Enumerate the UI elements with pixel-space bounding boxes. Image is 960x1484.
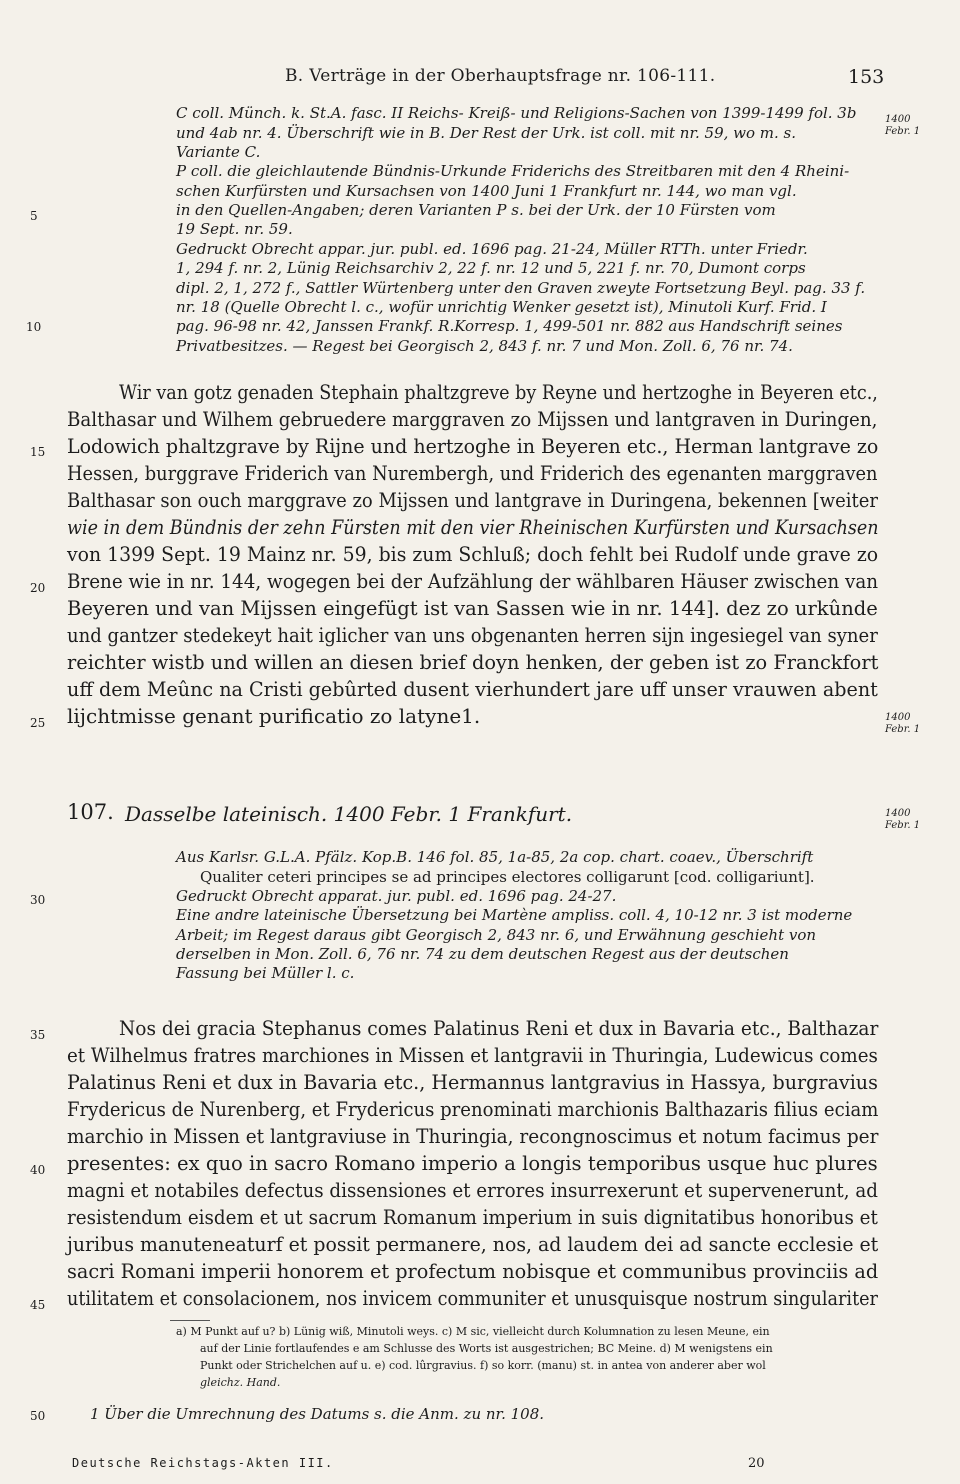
apparatus-line: Variante C. xyxy=(176,143,261,161)
margin-date xyxy=(885,712,920,736)
text-line: Wir van gotz genaden Stephain phaltzgreve by Reyne und hertzoghe in Beyeren etc., xyxy=(119,380,878,404)
apparatus-line: und 4ab nr. 4. Überschrift wie in B. Der Rest der Urk. ist coll. mit nr. 59, wo m. s. xyxy=(176,124,797,142)
apparatus-line: pag. 96-98 nr. 42, Janssen Frankf. R.Korresp. 1, 499-501 nr. 882 aus Handschrift seines xyxy=(176,317,843,335)
margin-date-month: Febr. 1 xyxy=(885,126,921,137)
page-number: 153 xyxy=(848,66,885,88)
margin-date-year: 1400 xyxy=(885,712,911,723)
footnote-line: gleichz. Hand. xyxy=(200,1376,281,1389)
line-number: 5 xyxy=(30,209,38,223)
text-line: resistendum eisdem et ut sacrum Romanum imperium in suis dignitatibus honoribus et xyxy=(67,1205,878,1229)
footnote-numbered: 1 Über die Umrechnung des Datums s. die Anm. zu nr. 108. xyxy=(90,1405,545,1423)
apparatus-line: P coll. die gleichlautende Bündnis-Urkunde Friderichs des Streitbaren mit den 4 Rheini- xyxy=(176,162,850,180)
apparatus-line: dipl. 2, 1, 272 f., Sattler Würtenberg unter den Graven zweyte Fortsetzung Beyl. pag. 33 f. xyxy=(176,279,866,297)
text-line: Balthasar und Wilhem gebruedere marggraven zo Mijssen und lantgraven in Duringen, xyxy=(67,407,878,431)
apparatus-line: Privatbesitzes. — Regest bei Georgisch 2, 843 f. nr. 7 und Mon. Zoll. 6, 76 nr. 74. xyxy=(176,337,793,355)
apparatus-line: Aus Karlsr. G.L.A. Pfälz. Kop.B. 146 fol. 85, 1a-85, 2a cop. chart. coaev., Überschrift xyxy=(176,848,814,866)
text-line: magni et notabiles defectus dissensiones et errores insurrexerunt et supervenerunt, ad xyxy=(67,1178,878,1202)
apparatus-line: derselben in Mon. Zoll. 6, 76 nr. 74 zu dem deutschen Regest aus der deutschen xyxy=(176,945,789,963)
footnote-line: a) M Punkt auf u? b) Lünig wiß, Minutoli weys. c) M sic, vielleicht durch Kolumnation zu lesen Meune, ein xyxy=(176,1325,770,1338)
apparatus-line: Arbeit; im Regest daraus gibt Georgisch 2, 843 nr. 6, und Erwähnung geschieht von xyxy=(176,926,817,944)
text-line: Palatinus Reni et dux in Bavaria etc., Hermannus lantgravius in Hassya, burgravius xyxy=(67,1070,878,1094)
apparatus-line: in den Quellen-Angaben; deren Varianten P s. bei der Urk. der 10 Fürsten vom xyxy=(176,201,776,219)
margin-date xyxy=(885,808,920,832)
margin-date-month: Febr. 1 xyxy=(885,820,921,831)
line-number: 30 xyxy=(30,893,46,907)
sheet-signature: 20 xyxy=(748,1456,765,1471)
series-footer: Deutsche Reichstags-Akten III. xyxy=(72,1456,334,1470)
apparatus-line: 1, 294 f. nr. 2, Lünig Reichsarchiv 2, 22 f. nr. 12 und 5, 221 f. nr. 70, Dumont corps xyxy=(176,259,806,277)
apparatus-line: C coll. Münch. k. St.A. fasc. II Reichs- Kreiß- und Religions-Sachen von 1399-1499 fol. 3b xyxy=(176,104,857,122)
line-number: 40 xyxy=(30,1163,46,1177)
text-line: et Wilhelmus fratres marchiones in Missen et lantgravii in Thuringia, Ludewicus comes xyxy=(67,1043,878,1067)
text-line: Nos dei gracia Stephanus comes Palatinus Reni et dux in Bavaria etc., Balthazar xyxy=(119,1016,879,1040)
footnote-rule xyxy=(170,1320,210,1321)
text-line: sacri Romani imperii honorem et profectum nobisque et communibus provinciis ad xyxy=(67,1259,879,1283)
text-line: uff dem Meûnc na Cristi gebûrted dusent vierhundert jare uff unser vrauwen abent xyxy=(67,677,878,701)
line-number: 10 xyxy=(26,320,42,334)
text-line: lijchtmisse genant purificatio zo latyne1. xyxy=(67,704,481,728)
apparatus-line: Gedruckt Obrecht apparat. jur. publ. ed. 1696 pag. 24-27. xyxy=(176,887,617,905)
apparatus-line: Gedruckt Obrecht appar. jur. publ. ed. 1696 pag. 21-24, Müller RTTh. unter Friedr. xyxy=(176,240,808,258)
line-number: 20 xyxy=(30,581,46,595)
margin-date-year: 1400 xyxy=(885,114,911,125)
text-line: reichter wistb und willen an diesen brief doyn henken, der geben ist zo Franckfort xyxy=(67,650,879,674)
line-number: 35 xyxy=(30,1028,46,1042)
text-line: Lodowich phaltzgrave by Rijne und hertzoghe in Beyeren etc., Herman lantgrave zo xyxy=(67,434,879,458)
line-number: 45 xyxy=(30,1298,46,1312)
text-line: und gantzer stedekeyt hait iglicher van uns obgenanten herren sijn ingesiegel van syner xyxy=(67,623,878,647)
text-line: Beyeren und van Mijssen eingefügt ist van Sassen wie in nr. 144]. dez zo urkûnde xyxy=(67,596,878,620)
text-line: Frydericus de Nurenberg, et Frydericus prenominati marchionis Balthazaris filius eciam xyxy=(67,1097,879,1121)
text-line: von 1399 Sept. 19 Mainz nr. 59, bis zum Schluß; doch fehlt bei Rudolf unde grave zo xyxy=(67,542,879,566)
apparatus-line: nr. 18 (Quelle Obrecht l. c., wofür unrichtig Wenker gesetzt ist), Minutoli Kurf. Frid. I xyxy=(176,298,827,316)
text-line: presentes: ex quo in sacro Romano imperio a longis temporibus usque huc plures xyxy=(67,1151,878,1175)
footnote-line: auf der Linie fortlaufendes e am Schlusse des Worts ist ausgestrichen; BC Meine. d) M wenigstens ein xyxy=(200,1342,773,1355)
apparatus-line: schen Kurfürsten und Kursachsen von 1400 Juni 1 Frankfurt nr. 144, wo man vgl. xyxy=(176,182,797,200)
line-number: 25 xyxy=(30,716,46,730)
running-header: B. Verträge in der Oberhauptsfrage nr. 106-111. xyxy=(285,66,716,86)
line-number: 15 xyxy=(30,445,46,459)
apparatus-line: Eine andre lateinische Übersetzung bei Martène ampliss. coll. 4, 10-12 nr. 3 ist moderne xyxy=(176,906,853,924)
margin-date-year: 1400 xyxy=(885,808,911,819)
apparatus-line: Qualiter ceteri principes se ad principes electores colligarunt [cod. colligariunt]. xyxy=(200,868,815,886)
text-line: marchio in Missen et lantgraviuse in Thuringia, recongnoscimus et notum facimus per xyxy=(67,1124,879,1148)
text-line: wie in dem Bündnis der zehn Fürsten mit den vier Rheinischen Kurfürsten und Kursachsen xyxy=(67,515,879,539)
document-number: 107. xyxy=(67,800,114,824)
margin-date xyxy=(885,114,920,138)
line-number: 50 xyxy=(30,1409,46,1423)
text-line: utilitatem et consolacionem, nos invicem communiter et unusquisque nostrum singulariter xyxy=(67,1286,878,1310)
margin-date-month: Febr. 1 xyxy=(885,724,921,735)
footnote-line: Punkt oder Strichelchen auf u. e) cod. lûrgravius. f) so korr. (manu) st. in antea von anderer aber wol xyxy=(200,1359,766,1372)
apparatus-line: Fassung bei Müller l. c. xyxy=(176,964,355,982)
text-line: juribus manuteneaturf et possit permanere, nos, ad laudem dei ad sancte ecclesie et xyxy=(67,1232,879,1256)
text-line: Balthasar son ouch marggrave zo Mijssen und lantgrave in Duringena, bekennen [weiter xyxy=(67,488,878,512)
text-line: Brene wie in nr. 144, wogegen bei der Aufzählung der wählbaren Häuser zwischen van xyxy=(67,569,879,593)
apparatus-line: 19 Sept. nr. 59. xyxy=(176,220,293,238)
document-title: Dasselbe lateinisch. 1400 Febr. 1 Frankfurt. xyxy=(125,802,573,826)
text-line: Hessen, burggrave Friderich van Nurembergh, und Friderich des egenanten marggraven xyxy=(67,461,878,485)
